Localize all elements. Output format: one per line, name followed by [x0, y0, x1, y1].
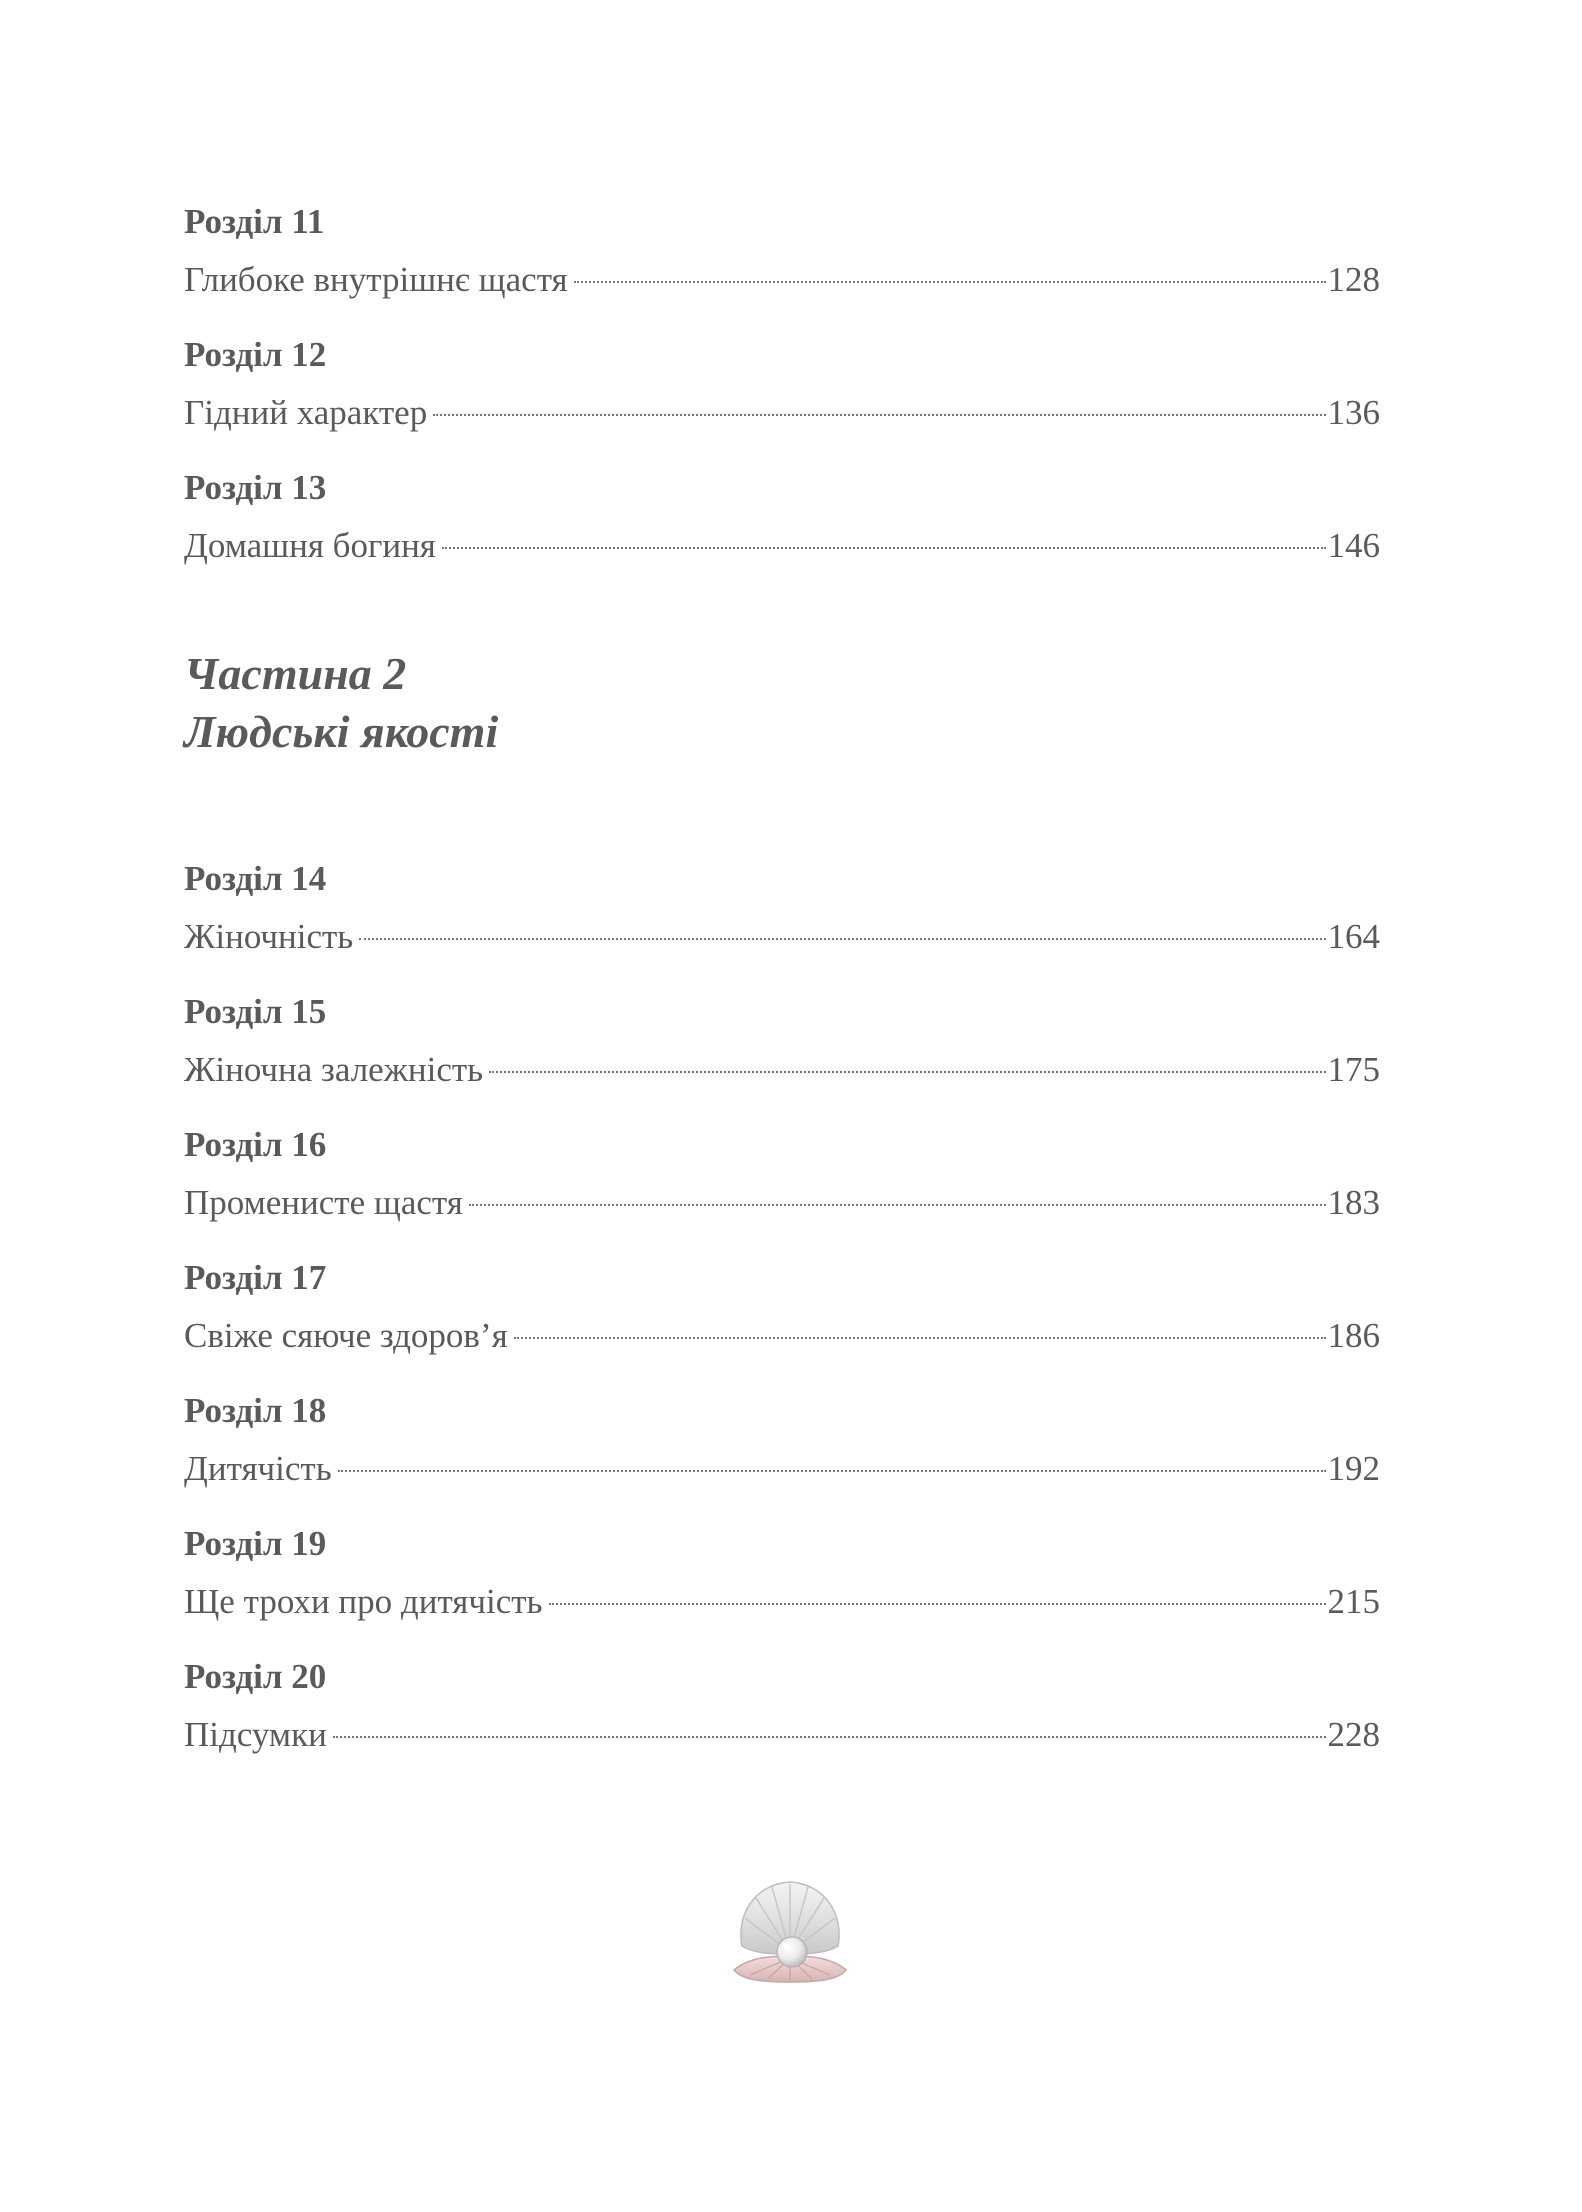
pearl-shell-icon	[728, 1876, 852, 1986]
chapter-title: Домашня богиня	[184, 526, 436, 565]
part-number: Частина 2	[184, 648, 407, 699]
chapter-label: Розділ 20	[184, 1657, 327, 1696]
chapter-title: Підсумки	[184, 1715, 327, 1754]
toc-chapter-12	[184, 333, 1380, 435]
page-number: 183	[1327, 1183, 1380, 1222]
dot-leader	[514, 1337, 1326, 1339]
part-heading	[184, 645, 1380, 761]
dot-leader	[338, 1470, 1326, 1472]
toc-entry	[184, 1314, 1380, 1358]
toc-entry	[184, 1181, 1380, 1225]
page-number: 192	[1327, 1449, 1380, 1488]
dot-leader	[359, 938, 1325, 940]
toc-entry	[184, 258, 1380, 302]
chapter-label: Розділ 12	[184, 335, 327, 374]
page-number: 136	[1327, 393, 1380, 432]
dot-leader	[489, 1071, 1325, 1073]
chapter-title: Променисте щастя	[184, 1183, 463, 1222]
page-number: 146	[1327, 526, 1380, 565]
toc-chapter-14	[184, 857, 1380, 959]
toc-chapter-13	[184, 466, 1380, 568]
dot-leader	[333, 1736, 1326, 1738]
chapter-title: Жіночна залежність	[184, 1050, 484, 1089]
page-number: 186	[1327, 1316, 1380, 1355]
toc-chapter-20	[184, 1655, 1380, 1757]
dot-leader	[433, 414, 1325, 416]
chapter-label: Розділ 19	[184, 1524, 327, 1563]
dot-leader	[574, 281, 1326, 283]
chapter-title: Дитячість	[184, 1449, 332, 1488]
page-number: 164	[1327, 917, 1380, 956]
chapter-title: Ще трохи про дитячість	[184, 1582, 543, 1621]
page-number: 215	[1327, 1582, 1380, 1621]
chapter-label: Розділ 13	[184, 468, 327, 507]
chapter-label: Розділ 14	[184, 859, 327, 898]
page-number: 175	[1327, 1050, 1380, 1089]
toc-entry	[184, 915, 1380, 959]
chapter-title: Гідний характер	[184, 393, 428, 432]
toc-entry	[184, 524, 1380, 568]
page-number: 128	[1327, 260, 1380, 299]
chapter-title: Глибоке внутрішнє щастя	[184, 260, 568, 299]
toc-chapter-16	[184, 1123, 1380, 1225]
chapter-label: Розділ 15	[184, 992, 327, 1031]
chapter-title: Жіночність	[184, 917, 354, 956]
toc-chapter-18	[184, 1389, 1380, 1491]
chapter-title: Свіже сяюче здоров’я	[184, 1316, 508, 1355]
toc-chapter-19	[184, 1522, 1380, 1624]
toc-entry	[184, 1048, 1380, 1092]
toc-chapter-15	[184, 990, 1380, 1092]
part-subtitle: Людські якості	[184, 706, 499, 757]
toc-chapter-11	[184, 200, 1380, 302]
dot-leader	[549, 1603, 1326, 1605]
toc-entry	[184, 391, 1380, 435]
dot-leader	[469, 1204, 1326, 1206]
toc-entry	[184, 1580, 1380, 1624]
chapter-label: Розділ 18	[184, 1391, 327, 1430]
chapter-label: Розділ 16	[184, 1125, 327, 1164]
toc-entry	[184, 1447, 1380, 1491]
chapter-label: Розділ 11	[184, 202, 325, 241]
chapter-label: Розділ 17	[184, 1258, 327, 1297]
toc-entry	[184, 1713, 1380, 1757]
toc-chapter-17	[184, 1256, 1380, 1358]
page-number: 228	[1327, 1715, 1380, 1754]
dot-leader	[442, 547, 1326, 549]
